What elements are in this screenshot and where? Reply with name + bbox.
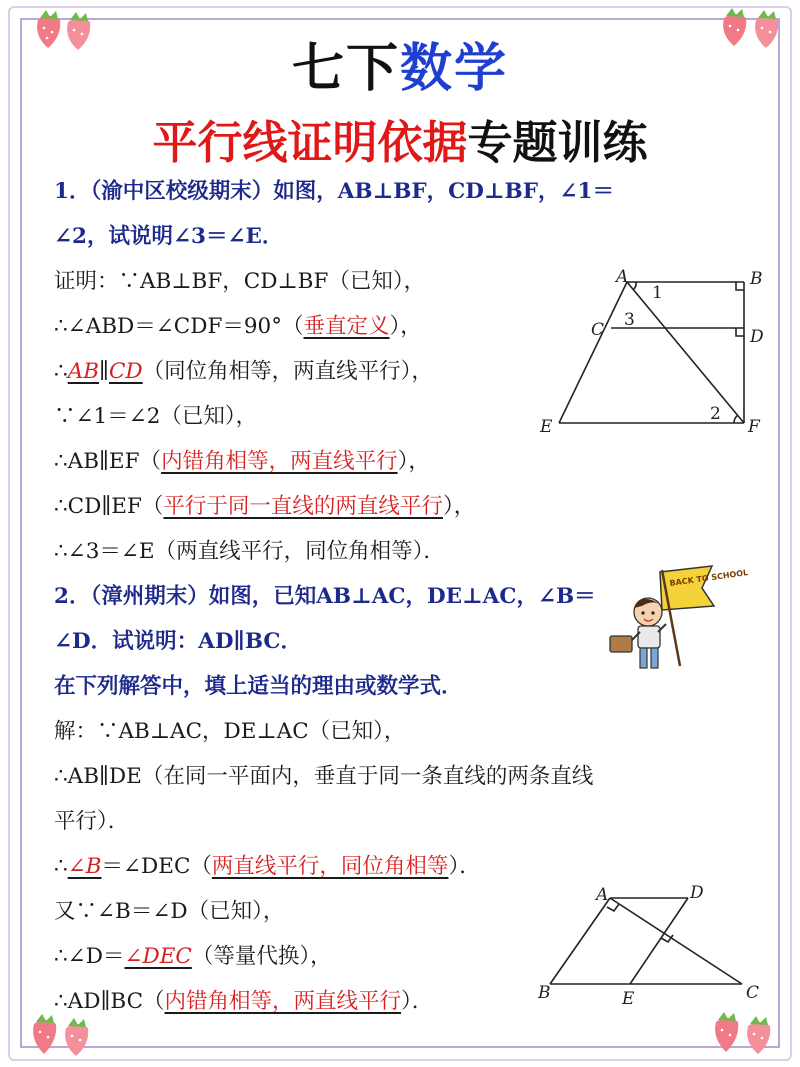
p1-l3-pre: ∴ [54,359,68,384]
p2-l6-post: （等量代换）， [191,944,332,969]
p1-l5-post: ）， [397,449,430,474]
p1-answer-2b: CD [108,359,143,384]
p1-proof-line-3 [54,357,433,387]
p1-l5-pre: ∴AB∥EF（ [54,449,162,474]
p1-proof-line-7: ∴∠3＝∠E（两直线平行，同位角相等）． [54,539,445,564]
p1-angle-2: 2 [710,404,721,424]
p1-l3-post: （同位角相等，两直线平行）， [142,359,433,384]
page-subtitle [0,106,800,171]
p2-l7-pre: ∴AD∥BC（ [54,989,165,1014]
p2-question-line-1: 2．（漳州期末）如图，已知AB⊥AC，DE⊥AC，∠B＝ [54,584,596,609]
page-title [0,26,800,101]
title-black: 七下 [291,39,400,99]
p1-angle-1: 1 [652,283,663,303]
p1-figure [530,262,770,440]
p1-proof-line-1: 证明：∵AB⊥BF，CD⊥BF（已知）， [54,269,426,294]
p1-answer-1: 垂直定义 [303,314,390,339]
student-sticker-icon [600,562,749,674]
p2-l4-post: ）． [448,854,481,879]
p1-label-C: C [591,320,605,340]
p1-question-line-1: 1．（渝中区校级期末）如图，AB⊥BF，CD⊥BF，∠1＝ [54,179,614,204]
p2-answer-2: 两直线平行，同位角相等 [211,854,449,879]
p1-question-line-2: ∠2，试说明∠3＝∠E． [54,224,284,249]
p1-answer-3: 内错角相等，两直线平行 [161,449,398,474]
p1-l3-mid: ∥ [99,359,109,384]
p2-label-A: A [596,885,609,905]
p1-label-E: E [540,417,553,437]
p2-figure [530,880,770,1010]
p1-answer-4: 平行于同一直线的两直线平行 [163,494,443,519]
p2-label-D: D [690,883,704,903]
p1-label-F: F [748,417,760,437]
p2-solution-line-1: 解：∵AB⊥AC，DE⊥AC（已知）， [54,719,406,744]
p2-solution-line-6 [54,942,332,972]
p2-question-line-3: 在下列解答中，填上适当的理由或数学式． [54,674,463,699]
p1-proof-line-2 [54,312,422,342]
p2-answer-4: 内错角相等，两直线平行 [164,989,402,1014]
p1-proof-line-5 [54,447,430,477]
p2-solution-line-3: 平行）． [54,809,130,834]
p2-label-B: B [538,983,551,1003]
sticker-flag-text: BACK TO SCHOOL [669,568,749,588]
p1-label-A: A [616,267,629,287]
title-blue: 数学 [400,39,509,99]
p1-proof-line-4: ∵∠1＝∠2（已知）， [54,404,258,429]
p2-l7-post: ）． [401,989,434,1014]
strawberry-icon [708,1008,780,1058]
p1-l2-post: ）， [389,314,422,339]
p2-solution-line-5: 又∵∠B＝∠D（已知）， [54,899,285,924]
p2-label-C: C [746,983,760,1003]
p2-question-line-2: ∠D．试说明：AD∥BC． [54,629,303,654]
p2-label-E: E [622,989,635,1009]
p1-label-B: B [750,269,763,289]
p1-angle-3: 3 [624,310,635,330]
p1-answer-2a: AB [67,359,100,384]
p2-solution-line-7 [54,987,433,1017]
p2-solution-line-4 [54,852,481,882]
p2-l6-pre: ∴∠D＝ [54,944,125,969]
p2-l4-pre: ∴ [54,854,68,879]
p2-l4-mid: ＝∠DEC（ [101,854,212,879]
subtitle-black: 专题训练 [467,116,648,169]
p1-l2-pre: ∴∠ABD＝∠CDF＝90°（ [54,314,304,339]
p2-answer-1: ∠B [67,854,102,879]
p1-label-D: D [750,327,764,347]
subtitle-red: 平行线证明依据 [152,116,468,169]
p1-l6-post: ）， [442,494,476,519]
p2-solution-line-2: ∴AB∥DE（在同一平面内，垂直于同一条直线的两条直线 [54,764,594,789]
p1-l6-pre: ∴CD∥EF（ [54,494,164,519]
strawberry-icon [26,1010,96,1060]
p1-proof-line-6 [54,492,475,522]
p2-answer-3: ∠DEC [124,944,192,969]
